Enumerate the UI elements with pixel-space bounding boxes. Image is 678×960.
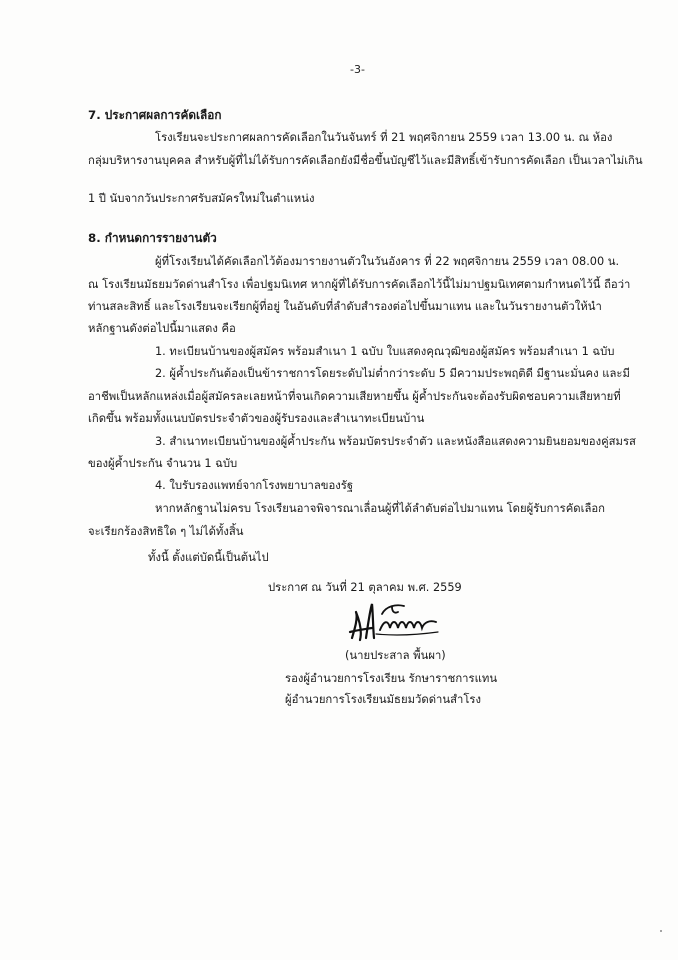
closing-line-1: หากหลักฐานไม่ครบ โรงเรียนอาจพิจารณาเลื่อนผู้ที่ได้ลำดับต่อไปมาแทน โดยผู้รับการคัดเลือก [155,502,606,515]
list-item-2-cont-2: เกิดขึ้น พร้อมทั้งแนบบัตรประจำตัวของผู้รับรองและสำเนาทะเบียนบ้าน [88,412,425,425]
section-7-line-3: 1 ปี นับจากวันประกาศรับสมัครใหม่ในตำแหน่ง [88,192,315,205]
effective-statement: ทั้งนี้ ตั้งแต่บัดนี้เป็นต้นไป [148,551,269,564]
announcement-date: ประกาศ ณ วันที่ 21 ตุลาคม พ.ศ. 2559 [268,581,462,594]
section-7-line-1: โรงเรียนจะประกาศผลการคัดเลือกในวันจันทร์ ที่ 21 พฤศจิกายน 2559 เวลา 13.00 น. ณ ห้อง [155,131,613,144]
section-8-intro-3: ท่านสละสิทธิ์ และโรงเรียนจะเรียกผู้ที่อยู่ ในอันดับที่ลำดับสำรองต่อไปขึ้นมาแทน และในวันรายงานตัวให้นำ [88,300,602,313]
list-item-3: 3. สำเนาทะเบียนบ้านของผู้ค้ำประกัน พร้อมบัตรประจำตัว และหนังสือแสดงความยินยอมของคู่สมรส [155,435,636,448]
section-7-line-2: กลุ่มบริหารงานบุคคล สำหรับผู้ที่ไม่ได้รับการคัดเลือกยังมีชื่อขึ้นบัญชีไว้และมีสิทธิ์เข้ารับการคัดเลือก เป็นเวลาไม่เกิน [88,154,643,167]
section-8-intro-2: ณ โรงเรียนมัธยมวัดด่านสำโรง เพื่อปฐมนิเทศ หากผู้ที่ได้รับการคัดเลือกไว้นี้ไม่มาปฐมนิเทศตามกำหนดไว้นี้ ถือว่า [88,278,631,291]
section-8-heading: 8. กำหนดการรายงานตัว [88,231,217,245]
handwritten-signature [346,598,446,646]
signer-name: (นายประสาล พื้นผา) [345,649,446,662]
list-item-3-cont: ของผู้ค้ำประกัน จำนวน 1 ฉบับ [88,457,238,470]
section-8-intro-1: ผู้ที่โรงเรียนได้คัดเลือกไว้ต้องมารายงานตัวในวันอังคาร ที่ 22 พฤศจิกายน 2559 เวลา 08.00 น. [155,255,620,268]
list-item-2: 2. ผู้ค้ำประกันต้องเป็นข้าราชการโดยระดับไม่ต่ำกว่าระดับ 5 มีความประพฤติดี มีฐานะมั่นคง และมี [155,367,630,380]
page-number: -3- [350,63,365,76]
signer-title-2: ผู้อำนวยการโรงเรียนมัธยมวัดด่านสำโรง [285,693,481,706]
closing-line-2: จะเรียกร้องสิทธิใด ๆ ไม่ได้ทั้งสิ้น [88,525,244,538]
section-8-intro-4: หลักฐานดังต่อไปนี้มาแสดง คือ [88,322,236,335]
list-item-2-cont-1: อาชีพเป็นหลักแหล่งเมื่อผู้สมัครละเลยหน้าที่จนเกิดความเสียหายขึ้น ผู้ค้ำประกันจะต้องรับผิดชอบความเสียหายที่ [88,390,621,403]
section-7-heading: 7. ประกาศผลการคัดเลือก [88,108,222,122]
signer-title-1: รองผู้อำนวยการโรงเรียน รักษาราชการแทน [285,672,498,685]
list-item-4: 4. ใบรับรองแพทย์จากโรงพยาบาลของรัฐ [155,479,354,492]
scan-speck [660,930,662,932]
list-item-1: 1. ทะเบียนบ้านของผู้สมัคร พร้อมสำเนา 1 ฉบับ ใบแสดงคุณวุฒิของผู้สมัคร พร้อมสำเนา 1 ฉบับ [155,345,615,358]
